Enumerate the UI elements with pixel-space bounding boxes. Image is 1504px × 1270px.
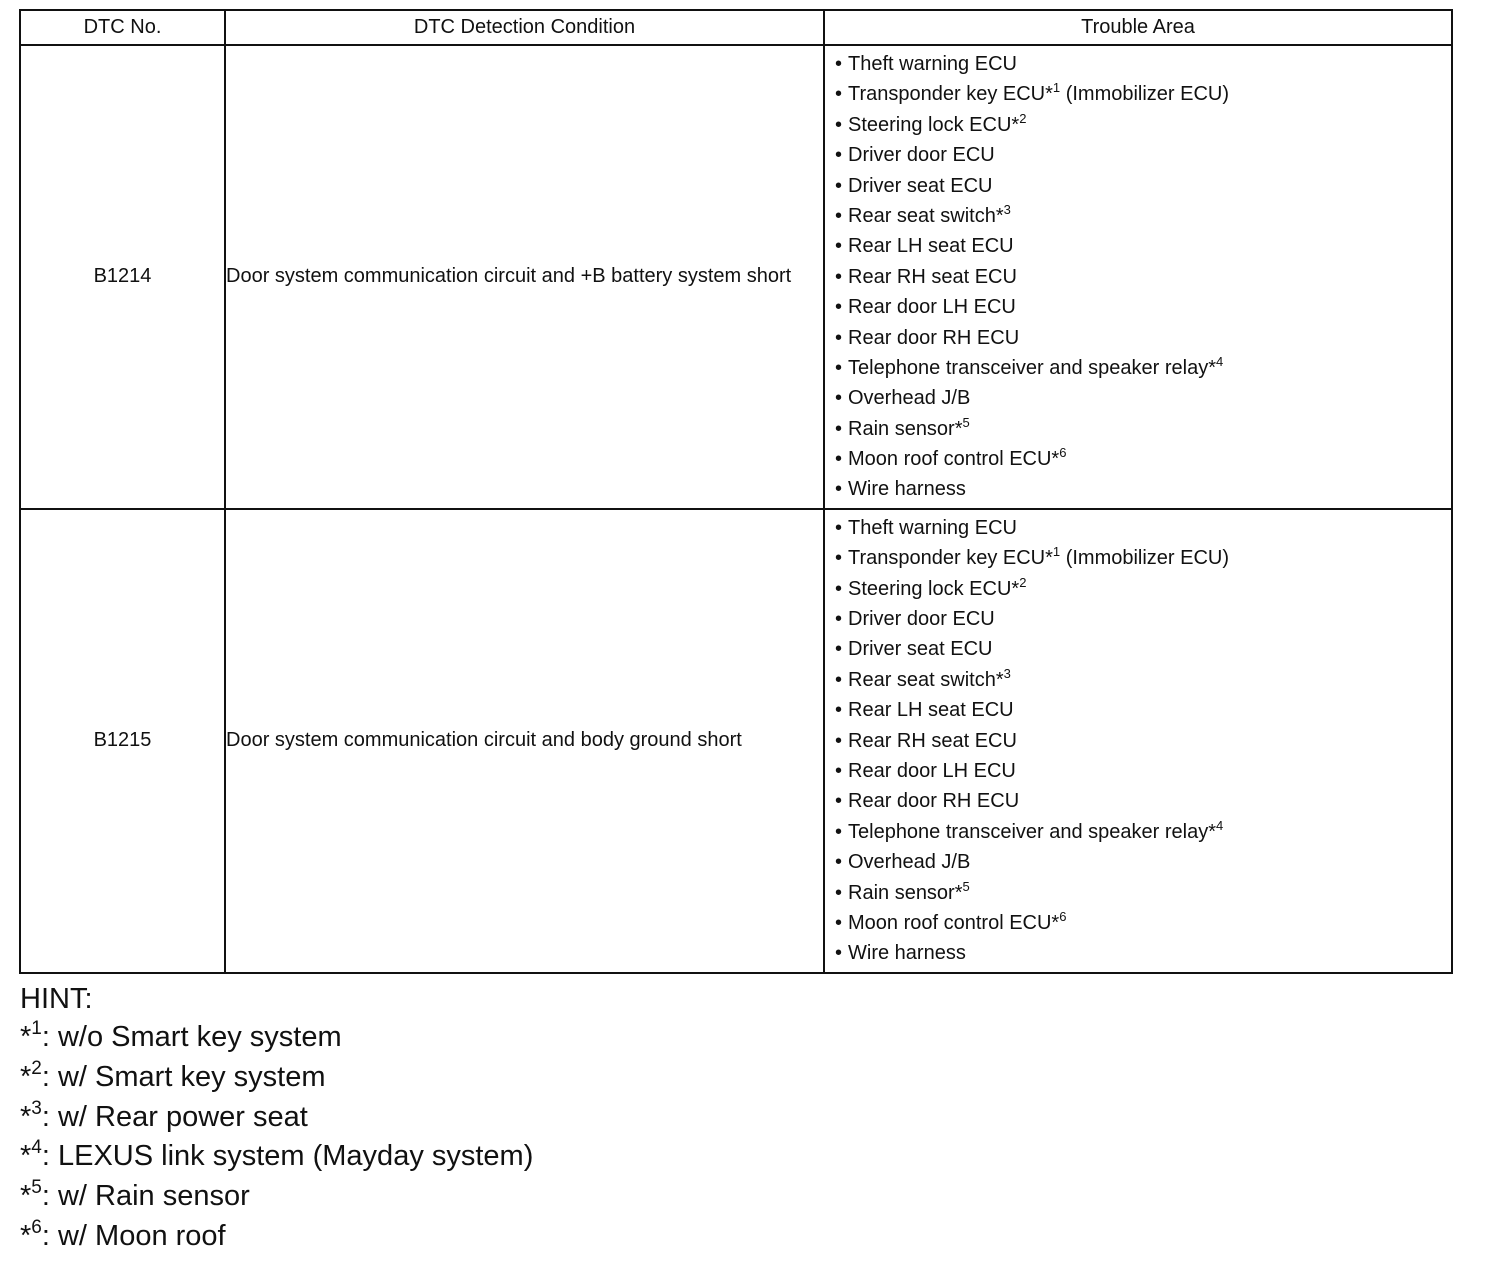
footnote-mark: * <box>20 1180 32 1213</box>
trouble-area-item <box>835 908 1451 938</box>
footnote-text: : w/ Moon roof <box>41 1219 226 1252</box>
bullet-icon: • <box>835 174 843 197</box>
trouble-area-suffix: (Immobilizer ECU) <box>1060 547 1230 570</box>
trouble-area-text: Driver door ECU <box>848 144 995 167</box>
footnote-ref: 1 <box>1052 544 1061 560</box>
trouble-area-text: Steering lock ECU* <box>848 113 1020 136</box>
trouble-area-item <box>835 444 1451 474</box>
trouble-area-item <box>835 634 1451 664</box>
bullet-icon: • <box>835 326 843 349</box>
footnote-mark: * <box>20 1219 32 1252</box>
trouble-area-item <box>835 414 1451 444</box>
bullet-icon: • <box>835 790 843 813</box>
trouble-area-text: Moon roof control ECU* <box>848 911 1060 934</box>
footnote-ref: 3 <box>1003 201 1011 217</box>
trouble-area-item <box>835 171 1451 201</box>
hint-section <box>20 980 533 1257</box>
bullet-icon: • <box>835 516 843 539</box>
footnote-ref: 2 <box>1019 110 1027 126</box>
bullet-icon: • <box>835 638 843 661</box>
bullet-icon: • <box>835 881 843 904</box>
footnote-ref: 4 <box>1216 353 1224 369</box>
footnote-number: 2 <box>31 1057 42 1079</box>
trouble-area-text: Rear LH seat ECU <box>848 235 1014 258</box>
trouble-area-item <box>835 574 1451 604</box>
table-row <box>20 45 1452 509</box>
header-dtc-no: DTC No. <box>20 10 225 45</box>
trouble-area-item <box>835 383 1451 413</box>
bullet-icon: • <box>835 53 843 75</box>
footnote-ref: 5 <box>962 414 970 430</box>
trouble-area-text: Moon roof control ECU* <box>848 448 1060 471</box>
dtc-code-cell: B1215 <box>20 509 225 973</box>
bullet-icon: • <box>835 417 843 440</box>
footnote-text: : LEXUS link system (Mayday system) <box>41 1140 534 1173</box>
trouble-area-text: Theft warning ECU <box>848 516 1017 539</box>
footnote-list <box>20 1018 533 1257</box>
trouble-area-item <box>835 49 1451 79</box>
bullet-icon: • <box>835 356 843 379</box>
bullet-icon: • <box>835 235 843 258</box>
footnote-ref: 1 <box>1052 80 1061 96</box>
trouble-area-text: Telephone transceiver and speaker relay* <box>848 356 1216 379</box>
trouble-area-text: Rear RH seat ECU <box>848 265 1017 288</box>
trouble-area-item <box>835 726 1451 756</box>
trouble-area-item <box>835 79 1451 109</box>
trouble-area-text: Overhead J/B <box>848 387 971 410</box>
table-header-row <box>20 10 1452 45</box>
trouble-area-item <box>835 938 1451 968</box>
trouble-area-text: Steering lock ECU* <box>848 577 1020 600</box>
bullet-icon: • <box>835 759 843 782</box>
trouble-area-item <box>835 513 1451 543</box>
trouble-area-item <box>835 847 1451 877</box>
dtc-table <box>19 9 1453 974</box>
trouble-area-item <box>835 231 1451 261</box>
footnote-number: 1 <box>31 1018 42 1039</box>
trouble-area-item <box>835 817 1451 847</box>
table-body <box>20 45 1452 973</box>
trouble-area-item <box>835 543 1451 573</box>
trouble-area-text: Rear door RH ECU <box>848 790 1020 813</box>
header-detection-condition: DTC Detection Condition <box>225 10 824 45</box>
hint-footnote <box>20 1058 533 1098</box>
trouble-area-item <box>835 323 1451 353</box>
hint-footnote <box>20 1177 533 1217</box>
bullet-icon: • <box>835 113 843 136</box>
trouble-area-text: Transponder key ECU* <box>848 547 1053 570</box>
footnote-ref: 3 <box>1003 665 1011 681</box>
trouble-area-item <box>835 474 1451 504</box>
trouble-area-text: Driver seat ECU <box>848 638 993 661</box>
trouble-area-text: Rear door LH ECU <box>848 759 1016 782</box>
trouble-area-suffix: (Immobilizer ECU) <box>1060 83 1230 106</box>
trouble-area-text: Rear seat switch* <box>848 204 1004 227</box>
trouble-area-item <box>835 786 1451 816</box>
footnote-ref: 6 <box>1059 445 1067 461</box>
trouble-area-text: Rear seat switch* <box>848 668 1004 691</box>
trouble-area-text: Transponder key ECU* <box>848 83 1053 106</box>
trouble-area-cell <box>824 509 1452 973</box>
trouble-area-text: Rain sensor* <box>848 881 963 904</box>
bullet-icon: • <box>835 478 843 501</box>
dtc-code-cell: B1214 <box>20 45 225 509</box>
footnote-number: 6 <box>31 1216 42 1238</box>
footnote-number: 5 <box>31 1177 42 1199</box>
trouble-area-list <box>825 46 1451 508</box>
bullet-icon: • <box>835 851 843 874</box>
trouble-area-item <box>835 201 1451 231</box>
footnote-ref: 6 <box>1059 908 1067 924</box>
hint-footnote <box>20 1137 533 1177</box>
bullet-icon: • <box>835 204 843 227</box>
trouble-area-text: Wire harness <box>848 942 966 965</box>
hint-footnote <box>20 1098 533 1138</box>
trouble-area-item <box>835 878 1451 908</box>
bullet-icon: • <box>835 265 843 288</box>
detection-condition-cell: Door system communication circuit and +B battery system short <box>225 45 824 509</box>
footnote-ref: 5 <box>962 878 970 894</box>
trouble-area-item <box>835 262 1451 292</box>
bullet-icon: • <box>835 668 843 691</box>
hint-footnote <box>20 1217 533 1257</box>
trouble-area-item <box>835 756 1451 786</box>
trouble-area-item <box>835 140 1451 170</box>
bullet-icon: • <box>835 448 843 471</box>
trouble-area-text: Rear RH seat ECU <box>848 729 1017 752</box>
footnote-number: 4 <box>31 1137 42 1159</box>
footnote-ref: 2 <box>1019 574 1027 590</box>
bullet-icon: • <box>835 547 843 570</box>
trouble-area-item <box>835 292 1451 322</box>
bullet-icon: • <box>835 699 843 722</box>
bullet-icon: • <box>835 296 843 319</box>
trouble-area-cell <box>824 45 1452 509</box>
trouble-area-text: Rear LH seat ECU <box>848 699 1014 722</box>
footnote-text: : w/ Rain sensor <box>41 1180 250 1213</box>
footnote-text: : w/o Smart key system <box>41 1021 342 1053</box>
footnote-mark: * <box>20 1021 32 1053</box>
bullet-icon: • <box>835 83 843 106</box>
hint-footnote <box>20 1018 533 1058</box>
footnote-mark: * <box>20 1100 32 1133</box>
bullet-icon: • <box>835 942 843 965</box>
trouble-area-text: Rear door RH ECU <box>848 326 1020 349</box>
bullet-icon: • <box>835 729 843 752</box>
trouble-area-text: Rear door LH ECU <box>848 296 1016 319</box>
table-row <box>20 509 1452 973</box>
footnote-ref: 4 <box>1216 817 1224 833</box>
footnote-number: 3 <box>31 1097 42 1119</box>
bullet-icon: • <box>835 144 843 167</box>
trouble-area-item <box>835 353 1451 383</box>
trouble-area-text: Driver seat ECU <box>848 174 993 197</box>
trouble-area-text: Wire harness <box>848 478 966 501</box>
trouble-area-text: Rain sensor* <box>848 417 963 440</box>
detection-condition-cell: Door system communication circuit and body ground short <box>225 509 824 973</box>
bullet-icon: • <box>835 820 843 843</box>
footnote-text: : w/ Smart key system <box>41 1060 326 1093</box>
footnote-mark: * <box>20 1060 32 1093</box>
bullet-icon: • <box>835 608 843 631</box>
header-trouble-area: Trouble Area <box>824 10 1452 45</box>
trouble-area-item <box>835 695 1451 725</box>
bullet-icon: • <box>835 387 843 410</box>
bullet-icon: • <box>835 911 843 934</box>
trouble-area-text: Overhead J/B <box>848 851 971 874</box>
trouble-area-text: Telephone transceiver and speaker relay* <box>848 820 1216 843</box>
trouble-area-item <box>835 110 1451 140</box>
trouble-area-text: Driver door ECU <box>848 608 995 631</box>
footnote-mark: * <box>20 1140 32 1173</box>
bullet-icon: • <box>835 577 843 600</box>
trouble-area-item <box>835 604 1451 634</box>
footnote-text: : w/ Rear power seat <box>41 1100 308 1133</box>
trouble-area-item <box>835 665 1451 695</box>
hint-title: HINT: <box>20 983 93 1015</box>
trouble-area-list <box>825 510 1451 972</box>
trouble-area-text: Theft warning ECU <box>848 53 1017 75</box>
